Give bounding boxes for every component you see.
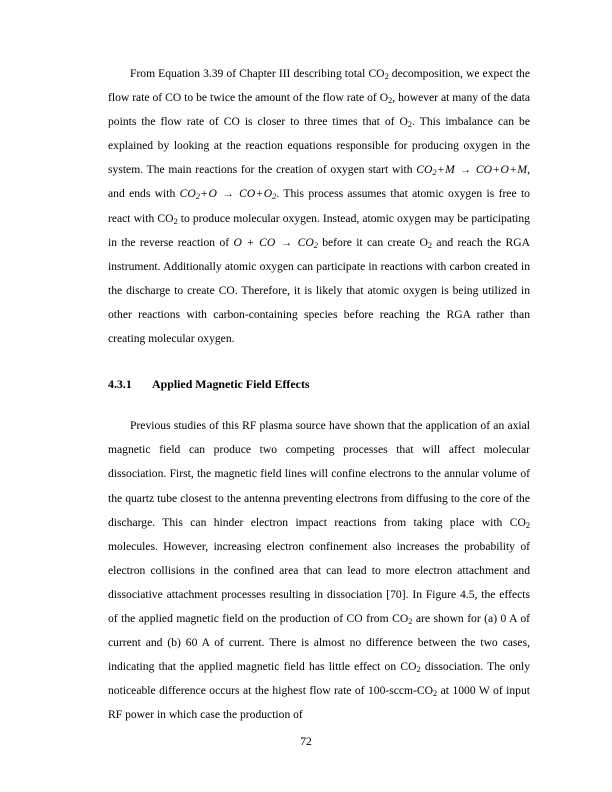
equation-co2-plus-m: $CO_2+M \to CO+O+M$	[416, 163, 528, 178]
equation-o-plus-co: O + CO → $CO_2$	[233, 235, 318, 250]
subscript-2: 2	[384, 72, 389, 82]
subscript-2: 2	[525, 520, 530, 530]
citation-70: [70]	[386, 587, 406, 601]
subscript-2: 2	[407, 120, 413, 130]
subscript-2: 2	[173, 216, 178, 226]
section-title: Applied Magnetic Field Effects	[152, 377, 310, 392]
section-heading	[108, 372, 530, 396]
subscript-2: 2	[408, 617, 413, 627]
paragraph-co2-decomposition: From Equation 3.39 of Chapter III describing total $CO_2$ decomposition, we expect the flow rate of CO to be twice the amount of the flow rate of $O_2$, however at many of the data points the flow rate of CO is closer to three times that of $O_2$. This imbalance can be explained by looking at the reaction equations responsible for producing oxygen in the system. The main reactions for the creation of oxygen start with $CO_2+M \to CO+O+M$, and ends with $CO_2+O \to CO+O_2$. This process assumes that atomic oxygen is free to react with $CO_2$ to produce molecular oxygen. Instead, atomic oxygen may be participating in the reverse reaction of O + CO → $CO_2$ before it can create $O_2$ and reach the RGA instrument. Additionally atomic oxygen can participate in reactions with carbon created in the discharge to create CO. Therefore, it is likely that atomic oxygen is being utilized in other reactions with carbon-containing species before reaching the RGA rather than creating molecular oxygen.	[108, 67, 531, 346]
subscript-2: 2	[427, 240, 433, 250]
heading-spacer-above	[108, 351, 530, 372]
heading-spacer-below	[108, 396, 530, 414]
subscript-2: 2	[416, 665, 421, 675]
equation-co2-plus-o: $CO_2+O \to CO+O_2$	[179, 187, 277, 202]
flow-rate-value: $100-sccm-CO_2$	[367, 684, 438, 699]
page-content	[108, 62, 530, 727]
section-number: 4.3.1	[108, 377, 132, 392]
subscript-2: 2	[388, 96, 393, 106]
page-number: 72	[300, 735, 312, 748]
paragraph-magnetic-field: Previous studies of this RF plasma source have shown that the application of an axial magnetic field can produce two competing processes that will affect molecular dissociation. First, the magnetic field lines will confine electrons to the annular volume of the quartz tube closest to the antenna preventing electrons from diffusing to the core of the discharge. This can hinder electron impact reactions from taking place with $CO_2$ molecules. However, increasing electron confinement also increases the probability of electron collisions in the confined area that can lead to more electron attachment and dissociative attachment processes resulting in dissociation [70]. In Figure 4.5, the effects of the applied magnetic field on the production of CO from $CO_2$ are shown for (a) 0 A of current and (b) 60 A of current. There is almost no difference between the two cases, indicating that the applied magnetic field has little effect on $CO_2$ dissociation. The only noticeable difference occurs at the highest flow rate of $100-sccm-CO_2$ at 1000 W of input RF power in which case the production of	[108, 419, 530, 722]
